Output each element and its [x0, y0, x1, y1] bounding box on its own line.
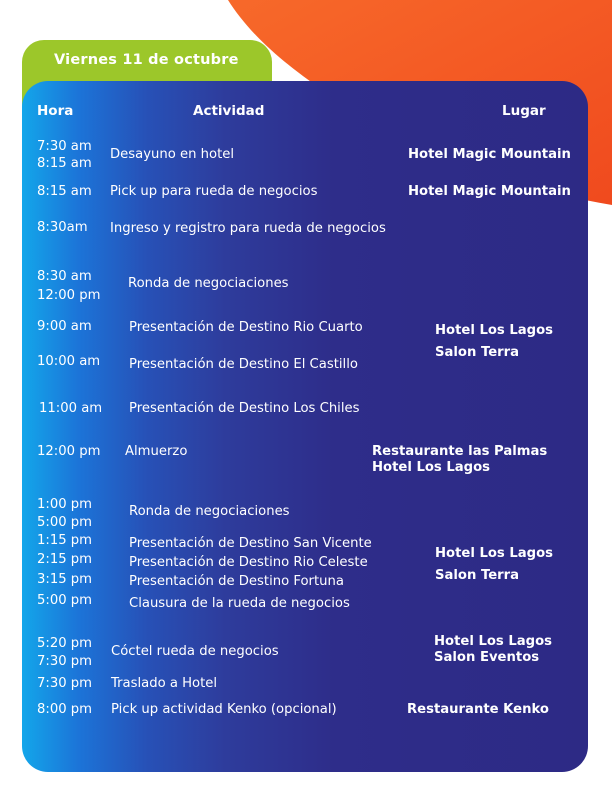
time: 5:20 pm [37, 636, 93, 651]
time: 5:00 pm [37, 593, 93, 608]
time: 8:30 am [37, 269, 92, 284]
time: 5:00 pm [37, 515, 93, 530]
place: Salon Terra [435, 568, 520, 583]
place: Restaurante las Palmas [372, 444, 548, 459]
place: Hotel Los Lagos [434, 634, 553, 649]
activity: Cóctel rueda de negocios [111, 644, 279, 659]
activity: Presentación de Destino Los Chiles [129, 401, 360, 416]
header-time: Hora [37, 103, 74, 119]
activity: Presentación de Destino El Castillo [129, 357, 358, 372]
time: 8:15 am [37, 156, 92, 171]
activity: Ronda de negociaciones [129, 504, 290, 519]
activity: Desayuno en hotel [110, 147, 235, 162]
activity: Presentación de Destino San Vicente [129, 536, 372, 551]
time: 11:00 am [39, 401, 103, 416]
header-place: Lugar [502, 103, 546, 119]
time: 9:00 am [37, 319, 92, 334]
place: Salon Eventos [434, 650, 540, 665]
time: 8:15 am [37, 184, 92, 199]
time: 2:15 pm [37, 552, 93, 567]
place: Hotel Magic Mountain [408, 184, 571, 199]
activity: Pick up para rueda de negocios [110, 184, 318, 199]
place: Restaurante Kenko [407, 702, 549, 717]
activity: Presentación de Destino Rio Celeste [129, 555, 368, 570]
place: Hotel Los Lagos [435, 546, 554, 561]
activity: Almuerzo [125, 444, 188, 459]
place: Hotel Magic Mountain [408, 147, 571, 162]
activity: Presentación de Destino Rio Cuarto [129, 320, 363, 335]
day-label: Viernes 11 de octubre [54, 52, 239, 68]
time: 1:00 pm [37, 497, 93, 512]
place: Hotel Los Lagos [372, 460, 491, 475]
time: 7:30 pm [37, 676, 93, 691]
activity: Clausura de la rueda de negocios [129, 596, 350, 611]
activity: Presentación de Destino Fortuna [129, 574, 344, 589]
header-activity: Actividad [193, 103, 265, 119]
time: 3:15 pm [37, 572, 93, 587]
time: 10:00 am [37, 354, 101, 369]
time: 12:00 pm [37, 288, 101, 303]
time: 8:00 pm [37, 702, 93, 717]
time: 1:15 pm [37, 533, 93, 548]
time: 7:30 am [37, 139, 92, 154]
time: 8:30am [37, 220, 88, 235]
place: Salon Terra [435, 345, 520, 360]
activity: Ingreso y registro para rueda de negocios [110, 221, 386, 236]
place: Hotel Los Lagos [435, 323, 554, 338]
activity: Pick up actividad Kenko (opcional) [111, 702, 337, 717]
time: 7:30 pm [37, 654, 93, 669]
activity: Traslado a Hotel [111, 676, 218, 691]
time: 12:00 pm [37, 444, 101, 459]
activity: Ronda de negociaciones [128, 276, 289, 291]
